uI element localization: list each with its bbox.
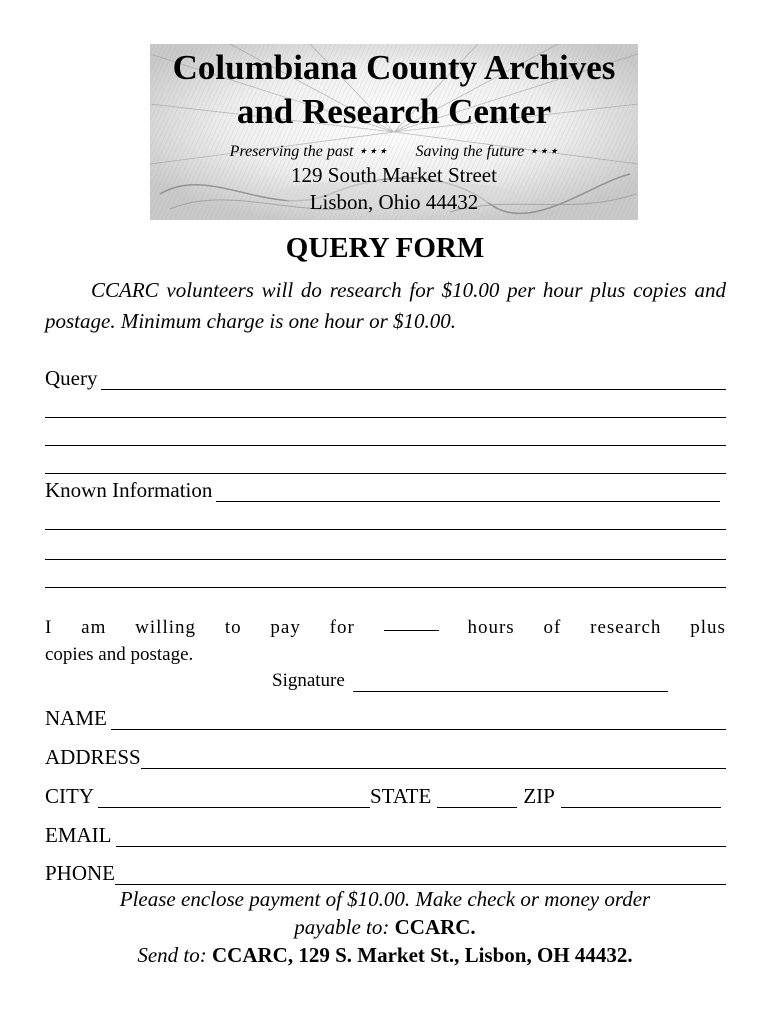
query-row-3 [45, 418, 726, 446]
known-info-label: Known Information [45, 478, 213, 502]
pay-line-2: copies and postage. [45, 644, 194, 665]
query-row [45, 362, 726, 390]
pay-word: willing [135, 617, 197, 638]
city-field[interactable] [98, 787, 370, 808]
known-info-field-line-4[interactable] [45, 567, 726, 588]
signature-field[interactable] [353, 673, 668, 692]
known-info-row-2 [45, 502, 726, 530]
query-label: Query [45, 366, 98, 390]
signature-label: Signature [272, 670, 345, 691]
pay-word: for [329, 617, 355, 638]
payable-to-label: payable to: [294, 915, 390, 939]
query-row-4 [45, 446, 726, 474]
letterhead [150, 44, 638, 220]
city-state-zip-row [45, 780, 721, 808]
email-field[interactable] [116, 826, 727, 847]
pay-word: to [224, 617, 242, 638]
zip-field[interactable] [561, 787, 721, 808]
known-info-field-line-3[interactable] [45, 539, 726, 560]
pay-word: plus [690, 617, 726, 638]
tagline-right: Saving the future ⋆⋆⋆ [415, 143, 559, 160]
known-info-row-3 [45, 532, 726, 560]
name-row [45, 702, 726, 730]
address-field[interactable] [141, 748, 726, 769]
query-field-line-2[interactable] [45, 397, 726, 418]
known-info-row-4 [45, 560, 726, 588]
known-info-row [45, 474, 720, 502]
org-name-line-1: Columbiana County Archives [172, 48, 616, 87]
pay-word: pay [270, 617, 301, 638]
phone-label: PHONE [45, 861, 116, 885]
known-info-field-line-2[interactable] [45, 509, 726, 530]
email-row [45, 819, 726, 847]
footer-line-1: Please enclose payment of $10.00. Make check or money order [119, 887, 651, 911]
intro-paragraph: CCARC volunteers will do research for $10.00 per hour plus copies and postage. Minimum charge is one hour or $10.00. [45, 278, 726, 333]
address-label: ADDRESS [45, 745, 141, 769]
query-field-line-3[interactable] [45, 425, 726, 446]
hours-field[interactable] [384, 614, 439, 631]
signature-row [272, 666, 668, 692]
pay-word: research [590, 617, 662, 638]
name-field[interactable] [111, 709, 726, 730]
phone-row [45, 857, 726, 885]
known-info-field[interactable] [216, 481, 720, 502]
send-to-label: Send to: [137, 943, 207, 967]
address-row [45, 741, 726, 769]
zip-label: ZIP [523, 784, 555, 808]
form-title: QUERY FORM [285, 232, 485, 264]
tagline-left: Preserving the past ⋆⋆⋆ [229, 143, 388, 160]
pay-word: hours [467, 617, 515, 638]
state-label: STATE [370, 784, 432, 808]
query-field-line-4[interactable] [45, 453, 726, 474]
org-name-line-2: and Research Center [236, 92, 552, 131]
query-field[interactable] [101, 369, 726, 390]
name-label: NAME [45, 706, 107, 730]
pay-word: am [81, 617, 107, 638]
phone-field[interactable] [115, 864, 726, 885]
email-label: EMAIL [45, 823, 112, 847]
pay-word: I [45, 617, 53, 638]
mailing-address: CCARC, 129 S. Market St., Lisbon, OH 44432. [212, 943, 633, 967]
state-field[interactable] [437, 787, 517, 808]
payee-name: CCARC. [394, 915, 476, 939]
city-address: Lisbon, Ohio 44432 [309, 190, 479, 214]
tagline [150, 142, 638, 162]
query-row-2 [45, 390, 726, 418]
street-address: 129 South Market Street [291, 163, 497, 187]
payment-instructions [0, 885, 770, 969]
payment-agreement [45, 614, 726, 668]
city-label: CITY [45, 784, 94, 808]
pay-word: of [543, 617, 562, 638]
